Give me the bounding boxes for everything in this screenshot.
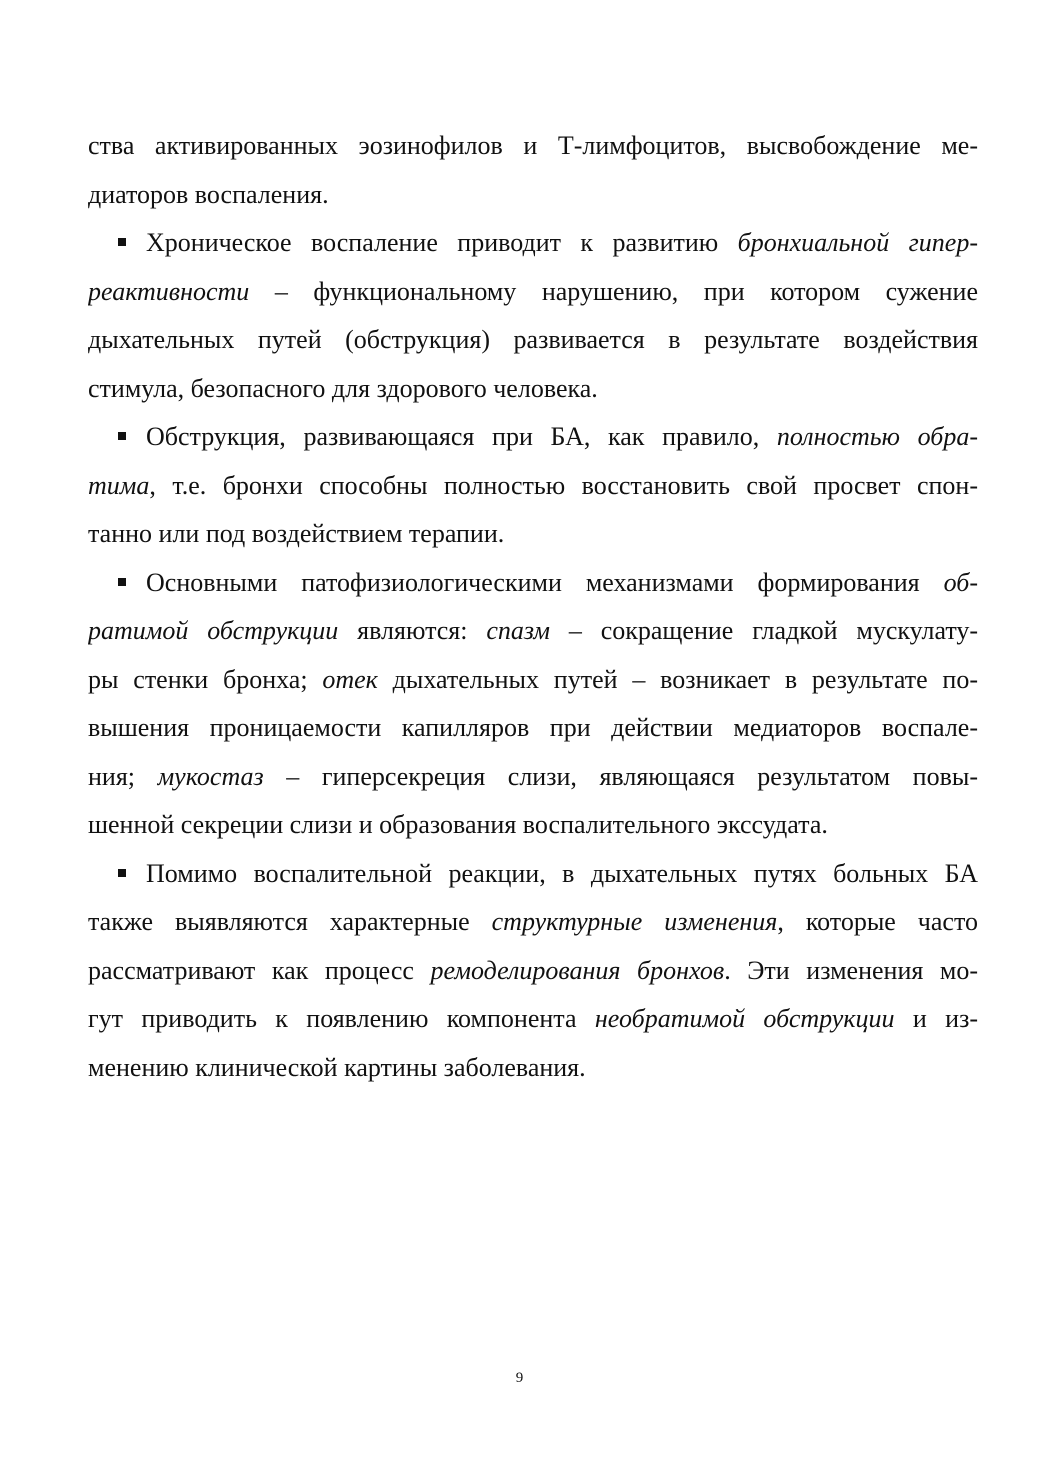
text-line — [88, 316, 978, 365]
text-line — [88, 898, 978, 947]
italic-term: отек — [322, 664, 378, 694]
text-run: вышения проницаемости капилляров при действии медиаторов воспале- — [88, 713, 978, 742]
text-run: шенной секреции слизи и образования воспалительного экссудата. — [88, 810, 828, 839]
square-bullet-icon — [118, 432, 126, 440]
text-line — [88, 171, 978, 220]
text-run: являются: — [338, 616, 487, 645]
text-line — [88, 559, 978, 608]
text-line — [88, 850, 978, 899]
text-run: гут приводить к появлению компонента — [88, 1004, 595, 1033]
text-run: – сокращение гладкой мускулату- — [549, 616, 978, 645]
italic-term: ремоделирования бронхов — [430, 955, 725, 985]
text-line — [88, 268, 978, 317]
text-run: – функциональному нарушению, при котором сужение — [249, 276, 978, 306]
text-run: дыхательных путей (обструкция) развивается в результате воздействия — [88, 325, 978, 354]
square-bullet-icon — [118, 238, 126, 246]
text-line — [88, 413, 978, 462]
italic-term: спазм — [486, 616, 550, 645]
text-run: Хроническое воспаление приводит к развитию — [146, 228, 738, 257]
text-run: и из- — [894, 1004, 978, 1033]
square-bullet-icon — [118, 578, 126, 586]
italic-term: полностью обра- — [776, 422, 978, 451]
text-line — [88, 365, 978, 414]
italic-term: об- — [943, 567, 978, 597]
text-run: Основными патофизиологическими механизмами формирования — [146, 567, 944, 597]
text-run: рассматривают как процесс — [88, 955, 431, 985]
text-run: , т.е. бронхи способны полностью восстановить свой просвет спон- — [149, 470, 978, 500]
body-text — [88, 122, 978, 1092]
text-line — [88, 122, 978, 171]
text-run: танно или под воздействием терапии. — [88, 519, 505, 548]
text-run: стимула, безопасного для здорового человека. — [88, 373, 598, 403]
text-run: ства активированных эозинофилов и Т-лимфоцитов, высвобождение ме- — [88, 131, 978, 160]
italic-term: ратимой обструкции — [88, 616, 339, 645]
text-run: Помимо воспалительной реакции, в дыхательных путях больных БА — [146, 858, 978, 888]
italic-term: структурные изменения — [491, 907, 778, 936]
paragraph — [88, 122, 978, 219]
bullet-paragraph — [88, 413, 978, 559]
text-line — [88, 704, 978, 753]
text-run: менению клинической картины заболевания. — [88, 1052, 586, 1082]
text-line — [88, 753, 978, 802]
text-line — [88, 995, 978, 1044]
square-bullet-icon — [118, 869, 126, 877]
italic-term: реактивности — [88, 276, 250, 306]
page-number: 9 — [515, 1370, 524, 1386]
text-run: ния; — [88, 761, 158, 791]
text-line — [88, 510, 978, 559]
italic-term: тима — [88, 470, 150, 500]
bullet-paragraph — [88, 559, 978, 850]
italic-term: мукостаз — [157, 761, 264, 791]
text-run: ры стенки бронха; — [88, 664, 323, 694]
text-run: также выявляются характерные — [88, 907, 492, 936]
bullet-paragraph — [88, 219, 978, 413]
text-line — [88, 947, 978, 996]
text-line — [88, 1044, 978, 1093]
text-line — [88, 656, 978, 705]
italic-term: бронхиальной гипер- — [737, 228, 978, 257]
text-run: дыхательных путей – возникает в результате по- — [377, 664, 978, 694]
text-run: Обструкция, развивающаяся при БА, как правило, — [146, 422, 777, 451]
text-run: . Эти изменения мо- — [724, 955, 978, 985]
bullet-paragraph — [88, 850, 978, 1093]
text-line — [88, 607, 978, 656]
text-run: – гиперсекреция слизи, являющаяся результатом повы- — [263, 761, 978, 791]
text-run: диаторов воспаления. — [88, 179, 329, 209]
italic-term: необратимой обструкции — [594, 1004, 895, 1033]
text-run: , которые часто — [777, 907, 978, 936]
text-line — [88, 462, 978, 511]
text-line — [88, 219, 978, 268]
text-line — [88, 801, 978, 850]
